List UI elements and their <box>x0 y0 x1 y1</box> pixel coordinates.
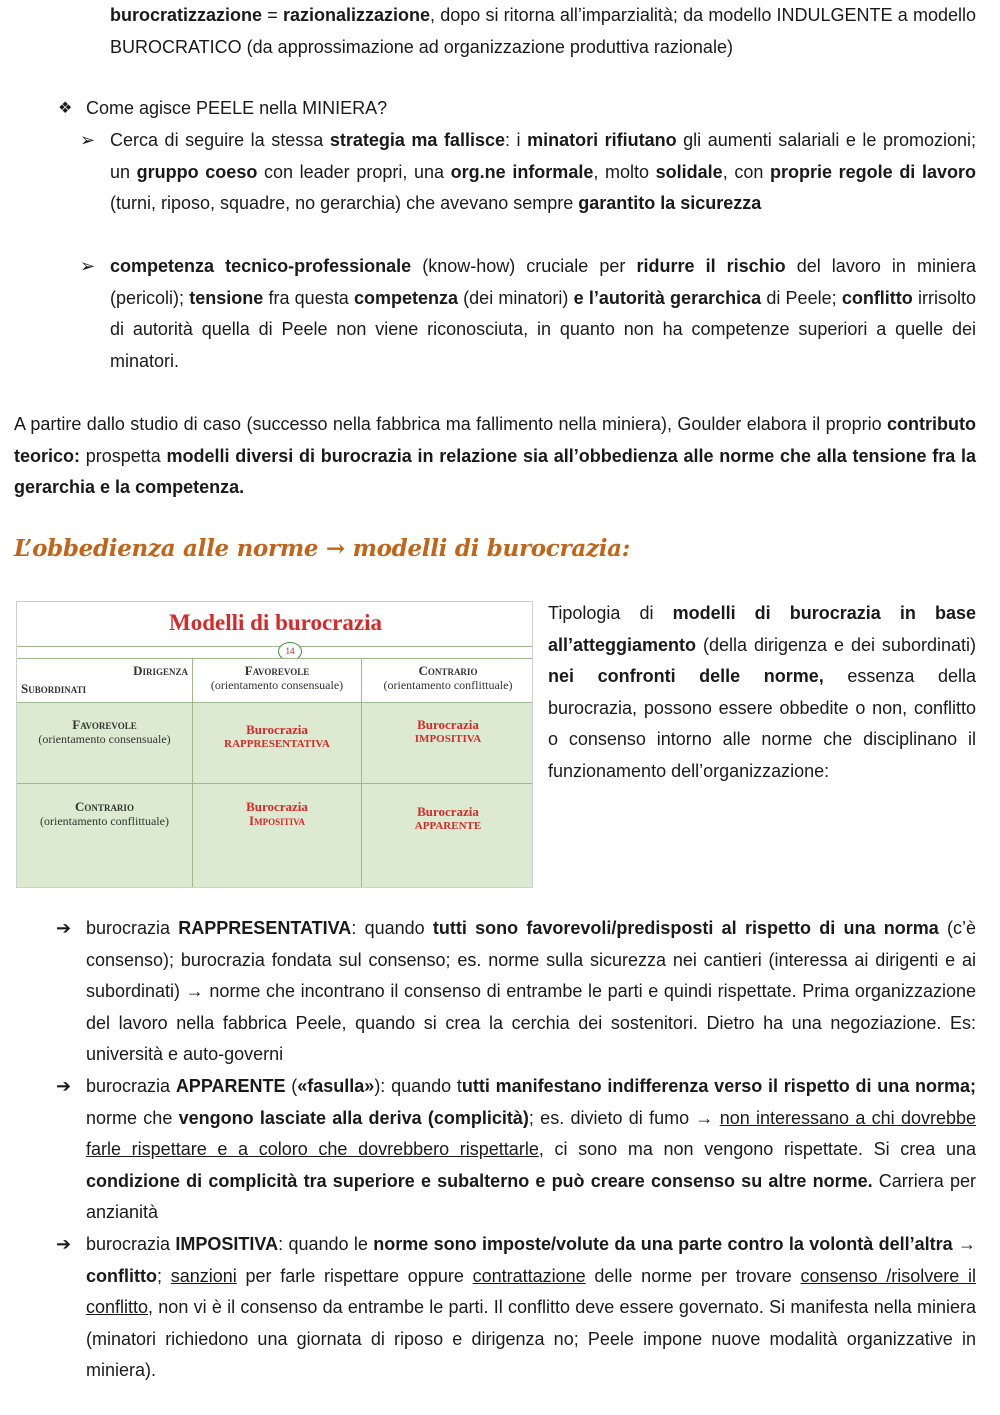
p2-t4: (dei minatori) <box>457 287 574 308</box>
cell-apparente <box>362 783 533 888</box>
a-b1: APPARENTE <box>175 1076 286 1096</box>
side-t3: essenza della burocrazia, possono essere obbedite o non, conflitto o consenso intorno alle norme che disciplinano il funzionamento dell’organizzazione: <box>548 666 976 781</box>
i-b2: norme sono imposte/volute da una parte contro la volontà dell’altra <box>373 1234 953 1254</box>
i-t5: per farle rispettare oppure <box>236 1265 473 1286</box>
a-t6: , ci sono ma non vengono rispettate. Si crea una <box>538 1139 976 1159</box>
intro-paragraph <box>110 0 976 63</box>
r-b2: tutti sono favorevoli/predisposti al rispetto di una norma <box>432 918 939 938</box>
row-header-contrario <box>17 783 193 888</box>
i-t7: , non vi è il consenso da entrambe le parti. Il conflitto deve essere governato. Si manifesta nella miniera (minatori richiedono una giornata di riposo e dirigenza no; Peele impone nuove modalità organizzative in miniera). <box>86 1297 976 1380</box>
p1-b3: gruppo coeso <box>136 161 258 182</box>
col-header-favorevole <box>193 658 362 702</box>
intro-bold-3: razionalizzazione <box>282 5 430 25</box>
col-header-contrario <box>362 658 533 702</box>
p2-t5: di Peele; <box>761 287 842 308</box>
p2-t1: (know-how) cruciale per <box>411 256 637 276</box>
slide-number-badge: 14 <box>278 642 302 661</box>
intro-bold-1: burocratizzazione <box>110 5 263 25</box>
type-apparente <box>86 1071 976 1229</box>
p2-b5: e l’autorità gerarchica <box>573 287 762 308</box>
c11-a: Burocrazia <box>246 722 308 737</box>
p2-b6: conflitto <box>841 287 913 308</box>
col2-label: Contrario <box>418 663 478 678</box>
col1-sub: (orientamento consensuale) <box>210 678 344 692</box>
p1-t2: : i <box>504 130 528 150</box>
goulder-t1: A partire dallo studio di caso (successo nella fabbrica ma fallimento nella miniera), Goulder elabora il proprio <box>14 414 888 434</box>
goulder-b2: modelli diversi di burocrazia in relazione sia all’obbedienza alle norme che alla tensione fra la gerarchia e la competenza. <box>14 445 976 497</box>
mine-question: Come agisce PEELE nella MINIERA? <box>86 98 388 118</box>
p1-t4: con leader propri, una <box>257 161 451 182</box>
p1-t5: , molto <box>593 161 656 182</box>
p2-t2: del lavoro in miniera (pericoli); <box>110 256 976 308</box>
arrow-bullet-icon: ➔ <box>56 1234 72 1254</box>
p1-t7: (turni, riposo, squadre, no gerarchia) che avevano sempre <box>110 193 579 213</box>
p1-t3: gli aumenti salariali e le promozioni; un <box>110 130 977 182</box>
corner-dirigenza: Dirigenza <box>133 663 188 678</box>
side-b2: nei confronti delle norme, <box>548 666 824 686</box>
i-b3: conflitto <box>86 1265 157 1286</box>
arrowhead-bullet-icon: ➢ <box>80 256 96 276</box>
cell-rappresentativa <box>193 702 362 783</box>
c12-a: Burocrazia <box>417 717 479 732</box>
type-rappresentativa <box>86 913 976 1071</box>
cell-impositiva-2 <box>193 783 362 888</box>
c21-b: Impositiva <box>249 813 305 828</box>
goulder-t2: prospetta <box>80 445 167 466</box>
p2-b2: ridurre il rischio <box>636 256 786 276</box>
a-t3: ): quando t <box>374 1076 462 1096</box>
a-t5: ; es. divieto di fumo → <box>528 1107 720 1128</box>
mine-point-1 <box>110 125 976 220</box>
i-t1: burocrazia <box>86 1234 176 1254</box>
p1-b1: strategia ma fallisce <box>329 130 505 150</box>
a-b2: «fasulla» <box>297 1076 375 1096</box>
a-u1: non interessano a chi dovrebbe farle rispettare e a coloro che dovrebbero rispettarle <box>86 1107 977 1159</box>
c11-b: RAPPRESENTATIVA <box>224 738 330 750</box>
side-t1: Tipologia di <box>548 603 673 623</box>
i-t2: : quando le <box>278 1234 374 1254</box>
p1-b4: org.ne informale <box>450 161 594 182</box>
c22-a: Burocrazia <box>417 804 479 819</box>
typology-paragraph <box>548 598 976 787</box>
a-t4: norme che <box>86 1107 179 1128</box>
r-t1: burocrazia <box>86 918 179 938</box>
table-rule <box>17 646 533 647</box>
i-u1: sanzioni <box>170 1265 237 1286</box>
a-b3: utti manifestano indifferenza verso il rispetto di una norma; <box>461 1076 977 1096</box>
diamond-bullet-icon: ❖ <box>58 100 73 117</box>
c21-a: Burocrazia <box>246 799 308 814</box>
p2-b1: competenza tecnico-professionale <box>110 256 412 276</box>
p2-t6: irrisolto di autorità quella di Peele non viene riconosciuta, in quanto non ha competenze superiori a quelle dei minatori. <box>110 287 977 371</box>
i-b1: IMPOSITIVA <box>175 1234 279 1254</box>
arrow-bullet-icon: ➔ <box>56 918 72 938</box>
p1-b2: minatori rifiutano <box>527 130 677 150</box>
section-heading: L’obbedienza alle norme → modelli di burocrazia: <box>14 535 630 562</box>
p1-t1: Cerca di seguire la stessa <box>110 130 330 150</box>
col1-label: Favorevole <box>244 663 310 678</box>
corner-subordinati: Subordinati <box>21 681 87 696</box>
i-t6: delle norme per trovare <box>585 1265 801 1286</box>
intro-text-2: = <box>262 5 283 25</box>
corner-cell <box>17 658 193 702</box>
p1-t6: , con <box>722 161 770 182</box>
goulder-b1: contributo teorico: <box>14 414 976 466</box>
arrow-bullet-icon: ➔ <box>56 1076 72 1096</box>
goulder-paragraph <box>14 409 976 504</box>
table-title: Modelli di burocrazia <box>169 610 382 635</box>
i-t3: → <box>952 1234 976 1254</box>
side-b1: modelli di burocrazia in base all’atteggiamento <box>548 603 977 655</box>
a-t2: ( <box>285 1076 298 1096</box>
i-t4: ; <box>156 1265 171 1286</box>
intro-text-4: , dopo si ritorna all’imparzialità; da modello INDULGENTE a modello BUROCRATICO (da approssimazione ad organizzazione produttiva razionale) <box>110 5 977 57</box>
type-impositiva <box>86 1229 976 1387</box>
row1-sub: (orientamento consensuale) <box>38 732 171 746</box>
r-t2: : quando <box>351 918 433 938</box>
bureaucracy-models-table <box>16 601 533 888</box>
arrowhead-bullet-icon: ➢ <box>80 130 96 150</box>
r-t3: (c’è consenso); burocrazia fondata sul consenso; es. norme sulla sicurezza nei cantieri (interessa ai dirigenti e ai subordinati) → norme che incontrano il consenso di entrambe le parti e quindi rispettate. Prima organizzazione del lavoro nella fabbrica Peele, quando si crea la cerchia dei sostenitori. Dietro ha una negoziazione. Es: università e auto-governi <box>86 918 976 1064</box>
mine-point-2 <box>110 251 976 377</box>
row2-sub: (orientamento conflittuale) <box>40 814 169 828</box>
a-b5: condizione di complicità tra superiore e subalterno e può creare consenso su altre norme. <box>86 1170 873 1191</box>
a-t7: Carriera per anzianità <box>86 1170 976 1222</box>
row1-label: Favorevole <box>72 717 137 732</box>
i-u2: contrattazione <box>472 1265 586 1286</box>
c22-b: APPARENTE <box>414 820 482 832</box>
a-t1: burocrazia <box>86 1076 176 1096</box>
c12-b: IMPOSITIVA <box>414 733 482 745</box>
a-b4: vengono lasciate alla deriva (complicità) <box>178 1107 529 1128</box>
p2-t3: fra questa <box>263 287 354 308</box>
p1-b6: proprie regole di lavoro <box>770 161 976 182</box>
row2-label: Contrario <box>75 799 134 814</box>
r-b1: RAPPRESENTATIVA <box>178 918 352 938</box>
p2-b4: competenza <box>353 287 458 308</box>
p1-b5: solidale <box>655 161 723 182</box>
row-header-favorevole <box>17 702 193 783</box>
i-u3: consenso /risolvere il conflitto <box>86 1265 977 1317</box>
col2-sub: (orientamento conflittuale) <box>383 678 513 692</box>
p1-b7: garantito la sicurezza <box>578 193 762 213</box>
p2-b3: tensione <box>189 287 264 308</box>
side-t2: (della dirigenza e dei subordinati) <box>696 634 976 655</box>
cell-impositiva-1 <box>362 702 533 783</box>
